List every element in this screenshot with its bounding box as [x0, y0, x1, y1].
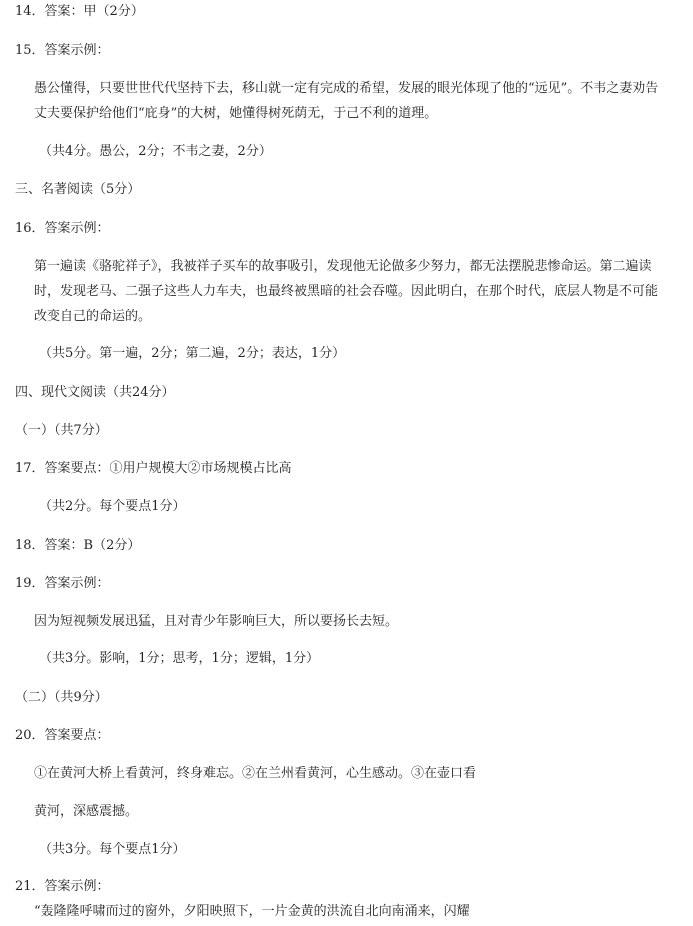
q17-answer: 17．答案要点：①用户规模大②市场规模占比高	[15, 461, 292, 476]
q15-paragraph-line-1: 愚公懂得，只要世世代代坚持下去，移山就一定有完成的希望，发展的眼光体现了他的“远见”。不韦之妻劝告	[34, 81, 659, 96]
q18-answer: 18．答案：B（2分）	[15, 538, 141, 553]
section-3-heading: 三、名著阅读（5分）	[15, 182, 141, 197]
q16-heading: 16．答案示例：	[15, 221, 110, 236]
q15-paragraph-line-2: 丈夫要保护给他们“庇身”的大树，她懂得树死荫无，于己不利的道理。	[34, 106, 438, 121]
q14-answer: 14．答案：甲（2分）	[15, 4, 144, 19]
q19-paragraph-line-1: 因为短视频发展迅猛，且对青少年影响巨大，所以要扬长去短。	[34, 614, 399, 629]
q16-paragraph-line-2: 时，发现老马、二强子这些人力车夫，也最终被黑暗的社会吞噬。因此明白，在那个时代，底层人物是不可能	[34, 284, 659, 299]
q20-heading: 20．答案要点：	[15, 728, 110, 743]
q16-paragraph-line-3: 改变自己的命运的。	[34, 309, 152, 324]
q20-scoring-note: （共3分。每个要点1分）	[39, 842, 186, 857]
q20-paragraph-line-2: 黄河，深感震撼。	[34, 804, 139, 819]
part-2-heading: （二）（共9分）	[15, 690, 108, 705]
q20-paragraph-line-1: ①在黄河大桥上看黄河，终身难忘。②在兰州看黄河，心生感动。③在壶口看	[34, 766, 477, 781]
q15-scoring-note: （共4分。愚公，2分；不韦之妻，2分）	[39, 144, 272, 159]
section-4-heading: 四、现代文阅读（共24分）	[15, 385, 175, 400]
q15-heading: 15．答案示例：	[15, 43, 110, 58]
part-1-heading: （一）（共7分）	[15, 423, 108, 438]
q17-scoring-note: （共2分。每个要点1分）	[39, 499, 186, 514]
q16-scoring-note: （共5分。第一遍，2分；第二遍，2分；表达，1分）	[39, 346, 346, 361]
q21-heading: 21．答案示例：	[15, 879, 110, 894]
q19-heading: 19．答案示例：	[15, 576, 110, 591]
q21-paragraph-line-1: “轰隆隆呼啸而过的窗外，夕阳映照下，一片金黄的洪流自北向南涌来，闪耀	[34, 904, 470, 919]
q16-paragraph-line-1: 第一遍读《骆驼祥子》，我被祥子买车的故事吸引，发现他无论做多少努力，都无法摆脱悲惨命运。第二遍读	[34, 259, 652, 274]
q19-scoring-note: （共3分。影响，1分；思考，1分；逻辑，1分）	[39, 651, 320, 666]
